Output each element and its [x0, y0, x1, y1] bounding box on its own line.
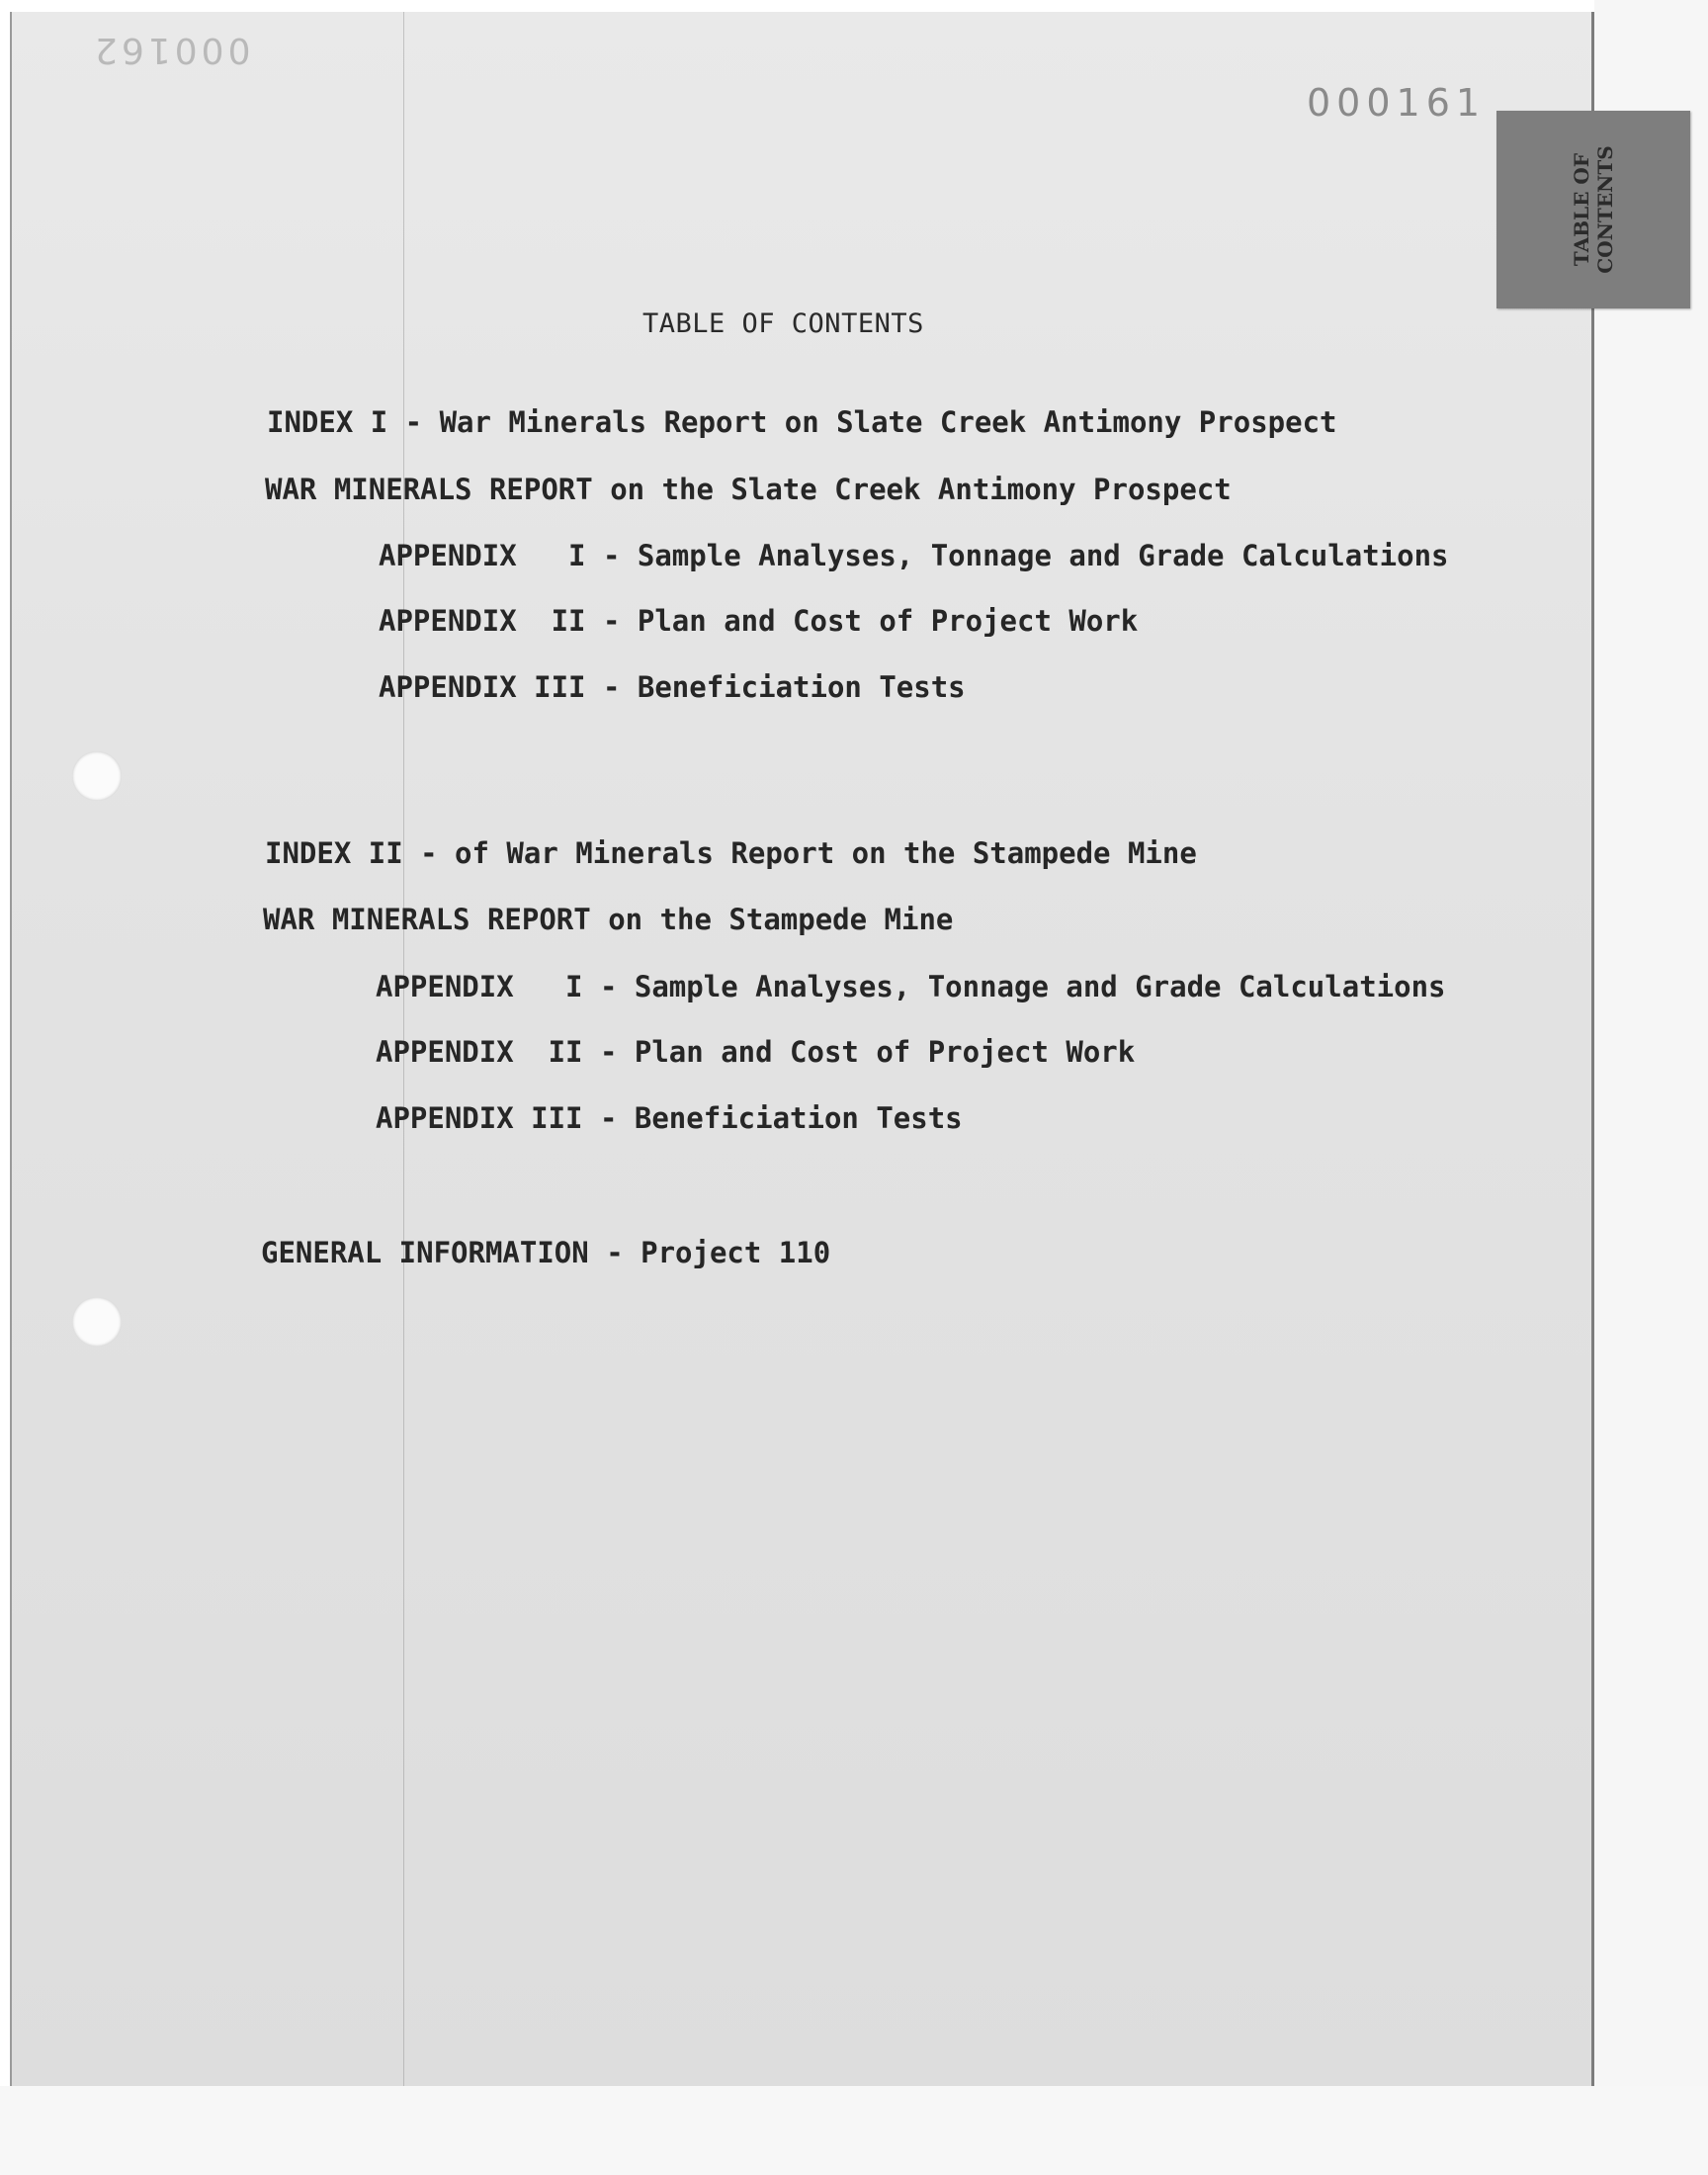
toc-appendix-2-1: APPENDIX I - Sample Analyses, Tonnage and Grade Calculations	[376, 970, 1446, 1003]
page-number-stamp-mirrored: 000162	[91, 30, 251, 70]
punch-hole-lower	[72, 1297, 122, 1347]
page-title: TABLE OF CONTENTS	[642, 308, 924, 339]
toc-report-2: WAR MINERALS REPORT on the Stampede Mine	[263, 903, 954, 936]
toc-appendix-2-3: APPENDIX III - Beneficiation Tests	[376, 1101, 963, 1135]
toc-index-1: INDEX I - War Minerals Report on Slate Creek Antimony Prospect	[267, 405, 1337, 439]
toc-appendix-1-1: APPENDIX I - Sample Analyses, Tonnage and Grade Calculations	[379, 539, 1449, 572]
section-tab-label	[1570, 126, 1617, 294]
section-tab	[1496, 111, 1690, 308]
toc-general-information: GENERAL INFORMATION - Project 110	[261, 1236, 831, 1269]
punch-hole-upper	[72, 751, 122, 801]
toc-appendix-1-2: APPENDIX II - Plan and Cost of Project Work	[379, 604, 1139, 638]
section-tab-line-2: CONTENTS	[1593, 145, 1617, 274]
scan-background-right	[1594, 0, 1708, 2175]
toc-appendix-1-3: APPENDIX III - Beneficiation Tests	[379, 670, 966, 704]
toc-appendix-2-2: APPENDIX II - Plan and Cost of Project Work	[376, 1035, 1136, 1069]
page-edge-shadow	[1591, 12, 1594, 2086]
toc-index-2: INDEX II - of War Minerals Report on the Stampede Mine	[265, 836, 1197, 870]
page-number-stamp: 000161	[1307, 81, 1487, 125]
section-tab-line-1: TABLE OF	[1570, 152, 1593, 267]
toc-report-1: WAR MINERALS REPORT on the Slate Creek Antimony Prospect	[265, 473, 1232, 506]
scan-background-bottom	[0, 2086, 1708, 2175]
